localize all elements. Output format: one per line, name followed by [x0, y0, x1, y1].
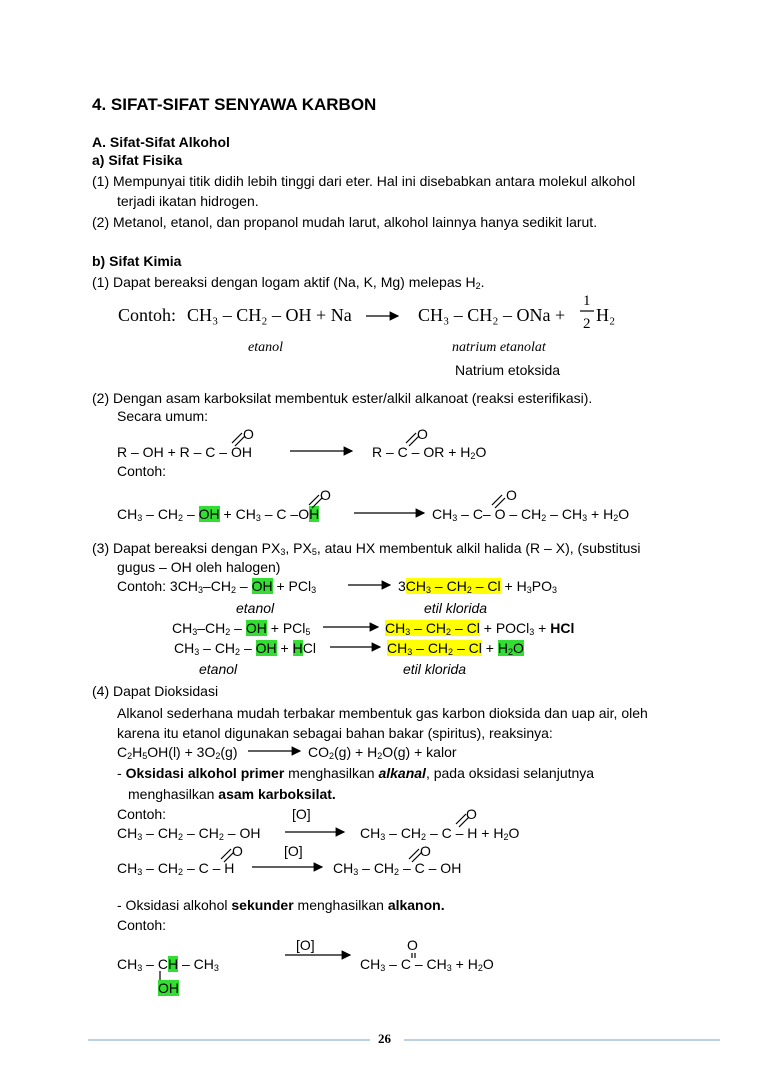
combustion-products: $CO_2(g) + H_2O(g)$ + kalor — [308, 744, 457, 761]
ketone-product: $CH_3 - C - CH_3 + H_2O$ — [360, 956, 494, 973]
reaction-1-reactants: CH₃ – CH₂ – OH + Na — [187, 305, 352, 325]
oxidant-label-1: [O] — [292, 806, 311, 822]
double-bond-7a — [409, 849, 419, 859]
oxidant-label-2: [O] — [284, 843, 303, 859]
carbonyl-o-1: O — [243, 426, 254, 442]
double-bond-3a — [309, 495, 319, 505]
reaction-1-products: CH₃ – CH₂ – ONa + — [418, 305, 566, 325]
acid-product: $CH_3 - CH_2$ – C – OH — [333, 860, 462, 877]
aldehyde-product: $CH_3 - CH_2 - C - H + H_2O$ — [360, 825, 520, 842]
double-bond-4a — [492, 495, 502, 505]
label-natrium-etoksida: Natrium etoksida — [455, 362, 561, 378]
combustion-reactants: $C_2H_5OH(l) + 3O_2(g)$ — [117, 744, 238, 761]
carbonyl-o-6: O — [232, 843, 243, 859]
pcl3-reaction: Contoh: $3CH_3-CH_2$ – OH + PCl$_3$ — [117, 578, 317, 595]
half-numerator: 1 — [583, 293, 591, 309]
fisika-item-1-line-1: (1) Mempunyai titik didih lebih tinggi dari eter. Hal ini disebabkan antara molekul alkohol — [92, 173, 636, 189]
double-bond-2a — [406, 433, 416, 443]
aldehyde-reactant: $CH_3 - CH_2$ – C – H — [117, 860, 235, 877]
section-a-heading: A. Sifat-Sifat Alkohol — [92, 134, 230, 150]
label-etanol-2: etanol — [236, 600, 275, 616]
page-number: 26 — [378, 1031, 391, 1046]
reaction-1-h2: H₂ — [596, 305, 616, 325]
label-etanol-3: etanol — [199, 661, 238, 677]
label-natrium-etanolat: natrium etanolat — [452, 340, 546, 355]
contoh-4a: Contoh: — [117, 806, 167, 822]
double-bond-1a — [232, 433, 242, 443]
oksidasi-primer-line-2: menghasilkan asam karboksilat. — [128, 786, 336, 802]
pcl5-products: $CH_3 - CH_2$ – Cl + POCl$_3$ + HCl — [385, 620, 575, 637]
oksidasi-primer-line-1: - Oksidasi alkohol primer menghasilkan alkanal, pada oksidasi selanjutnya — [117, 765, 595, 781]
pcl5-reaction: $CH_3-CH_2$ – OH + PCl$_5$ — [172, 620, 311, 637]
reaction-1-contoh: Contoh: — [118, 305, 177, 325]
hcl-products: $CH_3 - CH_2 - Cl + H_2O$ — [387, 640, 524, 657]
item-4-text-1: Alkanol sederhana mudah terbakar membentuk gas karbon dioksida dan uap air, oleh — [117, 705, 648, 721]
oxidant-label-3: [O] — [296, 937, 315, 953]
kimia-item-4: (4) Dapat Dioksidasi — [92, 683, 219, 699]
label-etil-klorida-2: etil klorida — [403, 661, 467, 677]
carbonyl-o-4: O — [506, 487, 517, 503]
contoh-4b: Contoh: — [117, 917, 167, 933]
half-denominator: 2 — [583, 316, 591, 332]
kimia-item-3-line-1: (3) Dapat bereaksi dengan $PX_3$, $PX_5$, atau HX membentuk alkil halida (R – X), (substitusi — [92, 540, 641, 557]
kimia-item-3-line-2: gugus – OH oleh halogen) — [117, 559, 281, 575]
fisika-item-1-line-2: terjadi ikatan hidrogen. — [117, 193, 259, 209]
oksidasi-sekunder: - Oksidasi alkohol sekunder menghasilkan alkanon. — [117, 897, 445, 913]
sifat-fisika-heading: a) Sifat Fisika — [92, 152, 183, 168]
primary-alcohol: $CH_3 - CH_2 - CH_2$ – OH — [117, 825, 261, 842]
label-etanol: etanol — [248, 340, 283, 355]
page-title: 4. SIFAT-SIFAT SENYAWA KARBON — [92, 95, 377, 114]
carbonyl-o-3: O — [320, 487, 331, 503]
pcl3-products: $3CH_3 - CH_2 - Cl + H_3PO_3$ — [398, 578, 557, 595]
carbonyl-o-5: O — [466, 806, 477, 822]
double-bond-6a — [221, 849, 231, 859]
general-reactants: R – OH + R – C – OH — [117, 444, 252, 460]
secondary-alcohol: $CH_3$ – CH – $CH_3$ — [117, 956, 219, 973]
ester-reactants: $CH_3 - CH_2$ – OH + $CH_3$ – C –OH — [117, 506, 320, 523]
contoh-2: Contoh: — [117, 463, 167, 479]
sifat-kimia-heading: b) Sifat Kimia — [92, 253, 182, 269]
carbonyl-o-8: O — [407, 937, 418, 953]
general-products: R – C – OR + $H_2O$ — [372, 444, 487, 461]
label-etil-klorida: etil klorida — [424, 600, 488, 616]
fisika-item-2: (2) Metanol, etanol, dan propanol mudah larut, alkohol lainnya hanya sedikit larut. — [92, 214, 598, 230]
hcl-reaction: $CH_3 - CH_2$ – OH + HCl — [174, 640, 316, 657]
kimia-item-2: (2) Dengan asam karboksilat membentuk ester/alkil alkanoat (reaksi esterifikasi). — [92, 390, 593, 406]
carbonyl-o-2: O — [417, 426, 428, 442]
double-bond-5a — [456, 814, 466, 824]
ester-products: $CH_3 - C-$ $O - CH_2 - CH_3 + H_2O$ — [432, 506, 630, 523]
oh-substituent: OH — [158, 980, 179, 996]
carbonyl-o-7: O — [420, 843, 431, 859]
item-4-text-2: karena itu etanol digunakan sebagai bahan bakar (spiritus), reaksinya: — [117, 725, 553, 741]
secara-umum: Secara umum: — [117, 408, 209, 424]
kimia-item-1: (1) Dapat bereaksi dengan logam aktif (Na, K, Mg) melepas $H_2$. — [92, 274, 485, 291]
